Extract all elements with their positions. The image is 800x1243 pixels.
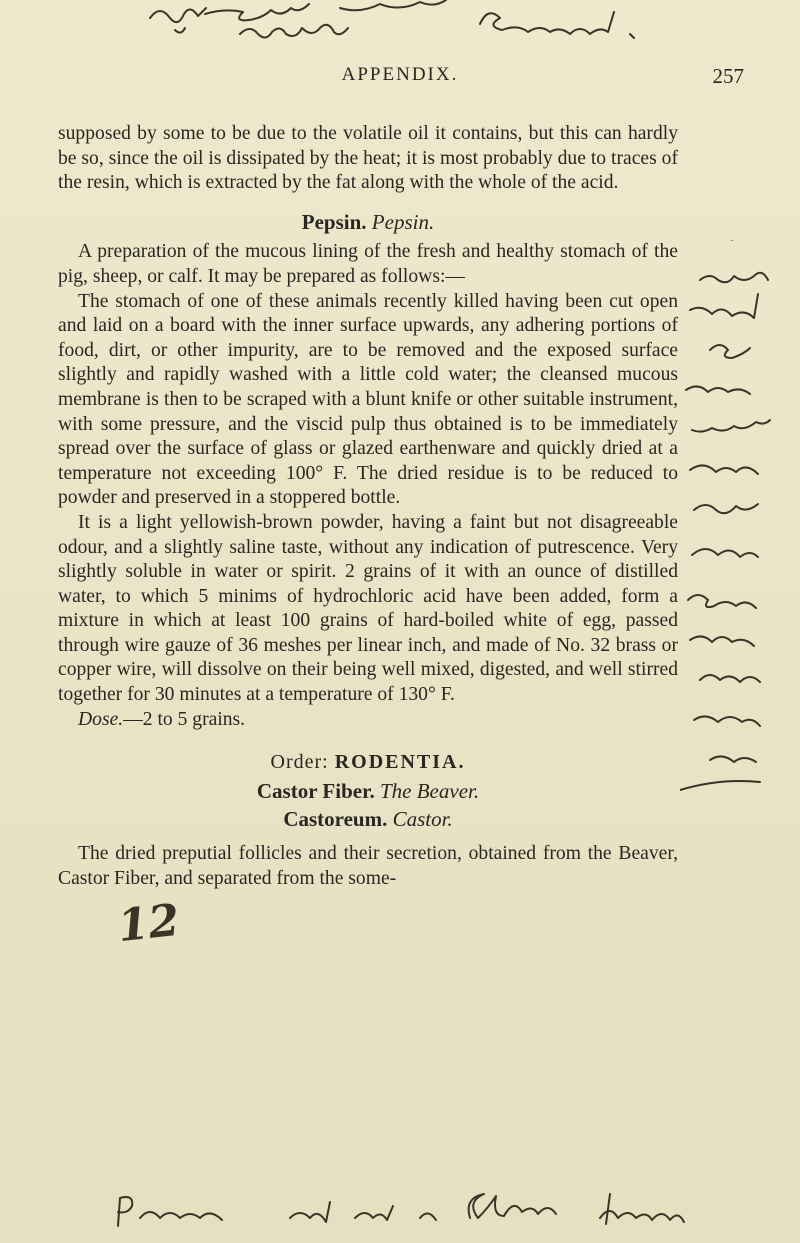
paragraph-pepsin-definition: A preparation of the mucous lining of the fresh and healthy stomach of the pig, sheep, or calf. It may be prepared as follows:— — [58, 241, 678, 287]
paragraph-intro: supposed by some to be due to the volatile oil it contains, but this can hardly be so, since the oil is dissipated by the heat; it is most probably due to traces of the resin, which is extracted by the fat along with the whole of the acid. — [58, 123, 678, 194]
dose-line — [58, 708, 678, 733]
castor-heading-roman: Castor Fiber. — [256, 778, 375, 803]
body-text — [58, 122, 678, 891]
castoreum-heading-roman: Castoreum. — [283, 807, 388, 832]
castoreum-heading — [58, 807, 678, 832]
order-label: Order: — [270, 751, 329, 774]
castor-heading-italic: The Beaver. — [379, 778, 480, 803]
order-name: RODENTIA. — [334, 751, 466, 774]
page-number: 257 — [712, 64, 744, 88]
handwritten-top-annotation — [0, 0, 800, 46]
paragraph-pepsin-preparation: The stomach of one of these animals recently killed having been cut open and laid on a board with the inner surface upwards, any adhering portions of food, dirt, or other impurity, are to be removed and the exposed surface slightly and rapidly washed with a little cold water; the cleansed mucous membrane is then to be scraped with a blunt knife or other suitable instrument, with some pressure, and the viscid pulp thus obtained is to be immediately spread over the surface of glass or glazed earthenware and quickly dried at a temperature not exceeding 100° F. The dried residue is to be reduced to powder and preserved in a stoppered bottle. — [58, 290, 678, 509]
order-heading — [58, 750, 678, 775]
castor-heading — [58, 779, 678, 804]
handwritten-margin-notes — [680, 240, 800, 800]
handwritten-bottom-annotation — [0, 1188, 800, 1228]
paragraph-castoreum: The dried preputial follicles and their secretion, obtained from the Beaver, Castor Fiber, and separated from the some- — [58, 843, 678, 889]
page-header — [0, 64, 800, 94]
dose-value: —2 to 5 grains. — [123, 708, 246, 730]
paragraph-pepsin-properties: It is a light yellowish-brown powder, having a faint but not disagreeable odour, and a slightly saline taste, without any indication of putrescence. Very slightly soluble in water or spirit. 2 grains of it with an ounce of distilled water, to which 5 minims of hydrochloric acid have been added, form a mixture in which at least 100 grains of hard-boiled white of egg, passed through wire gauze of 36 meshes per linear inch, and made of No. 32 brass or copper wire, will dissolve on their being well mixed, digested, and well stirred together for 30 minutes at a temperature of 130° F. — [58, 511, 678, 706]
pepsin-heading-italic: Pepsin. — [371, 209, 435, 234]
castoreum-heading-italic: Castor. — [392, 807, 453, 832]
pepsin-heading — [58, 210, 678, 235]
running-head: APPENDIX. — [341, 64, 459, 85]
pepsin-heading-roman: Pepsin. — [301, 209, 367, 234]
handwritten-margin-number: 12 — [115, 894, 182, 953]
dose-label: Dose. — [78, 708, 124, 730]
